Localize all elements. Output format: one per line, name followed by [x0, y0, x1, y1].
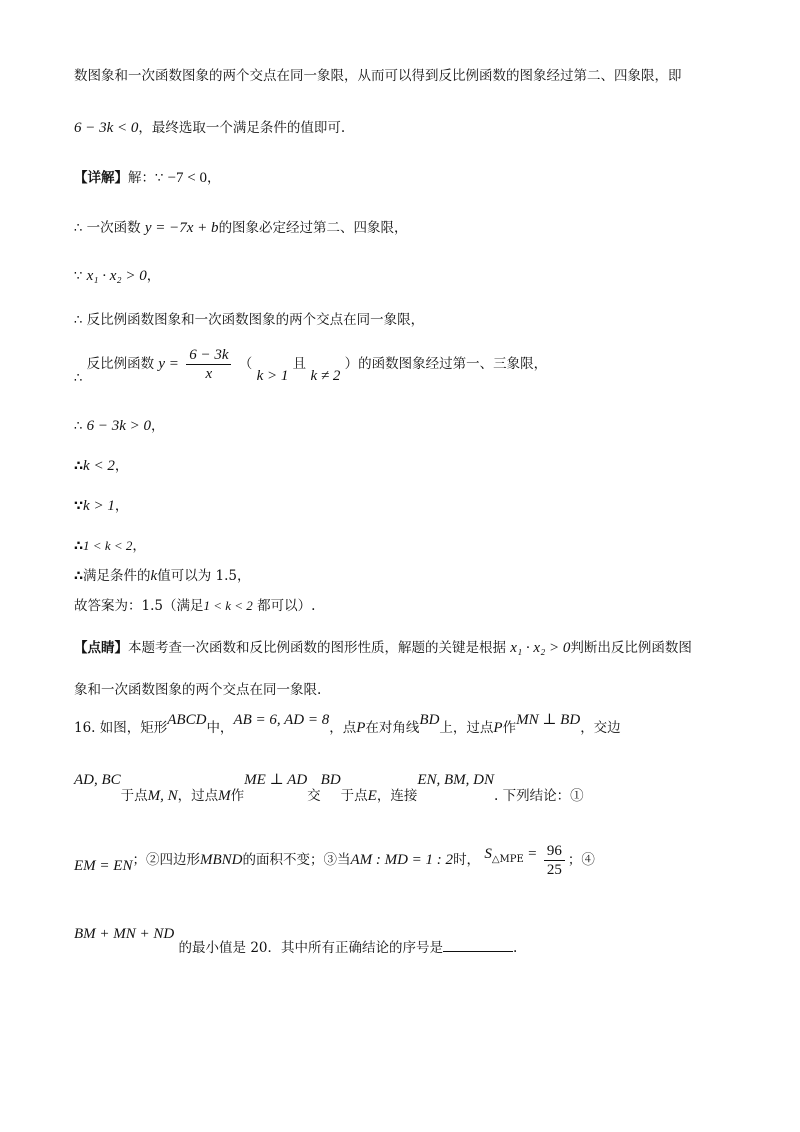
math-expression: AM : MD = 1 : 2	[350, 852, 454, 868]
text-line	[74, 64, 682, 84]
math-expression: k > 1	[83, 498, 115, 514]
math-expression: MN ⊥ BD	[516, 712, 581, 728]
question-text: 中，	[206, 720, 234, 736]
math-expression: EN, BM, DN	[417, 772, 495, 788]
math-expression: k < 2	[83, 458, 115, 474]
paragraph-text: 且	[292, 356, 307, 372]
paragraph-text: 数图象和一次函数图象的两个交点在同一象限，从而可以得到反比例函数的图象经过第二、四象限，即	[74, 68, 682, 84]
question-line	[74, 842, 595, 879]
question-text: .	[513, 940, 518, 956]
therefore-symbol: ∴	[74, 539, 84, 554]
paragraph-text: 都可以）.	[257, 598, 316, 614]
paragraph-text: 反比例函数	[86, 356, 155, 372]
math-expression: EM = EN	[74, 858, 133, 874]
question-text: 作	[230, 788, 245, 804]
because-symbol: ∵	[74, 269, 83, 284]
because-symbol: ∵	[74, 499, 84, 514]
fraction	[544, 842, 565, 879]
fraction-denominator: x	[205, 366, 213, 382]
fraction-denominator: 25	[546, 862, 562, 878]
question-text: 于点	[120, 788, 148, 804]
math-variable: k	[150, 568, 158, 584]
math-variable: S	[484, 846, 492, 862]
paragraph-text: 象和一次函数图象的两个交点在同一象限.	[74, 682, 322, 698]
therefore-symbol: ∴	[74, 419, 83, 434]
question-line	[74, 770, 584, 805]
therefore-symbol: ∴	[74, 371, 83, 386]
question-text: 交	[307, 788, 321, 804]
punctuation: （	[238, 356, 253, 372]
fraction-numerator: 6 − 3k	[186, 346, 231, 365]
paragraph-text: ）的函数图象经过第一、三象限，	[344, 356, 548, 372]
question-text: ，连接	[376, 788, 418, 804]
math-expression: 6 − 3k > 0	[86, 418, 151, 434]
paragraph-text: 一次函数	[86, 220, 141, 236]
therefore-symbol: ∴	[74, 313, 83, 328]
punctuation: ，	[114, 498, 129, 514]
question-line	[74, 710, 621, 737]
punctuation: ，	[114, 458, 129, 474]
question-text: 16. 如图，矩形	[74, 720, 168, 736]
section-label: 【点睛】	[74, 640, 128, 656]
text-line	[74, 594, 315, 614]
therefore-symbol: ∴	[74, 221, 83, 236]
math-expression: y = −7x + b	[144, 220, 219, 236]
math-expression: ME ⊥ AD	[244, 772, 308, 788]
question-text: 作	[502, 720, 517, 736]
math-expression: x₁ · x₂ > 0	[86, 268, 147, 284]
math-expression: x₁ · x₂ > 0	[510, 640, 571, 656]
question-text: 的最小值是 20．其中所有正确结论的序号是	[178, 940, 444, 956]
text-line	[74, 414, 164, 435]
text-line	[74, 308, 424, 328]
math-expression: ABCD	[167, 712, 207, 728]
question-text: 的面积不变；③当	[242, 852, 351, 868]
math-expression: MBND	[199, 852, 243, 868]
punctuation: ，	[150, 418, 165, 434]
math-expression: BD	[419, 712, 440, 728]
punctuation: ，	[132, 538, 146, 554]
math-expression: y =	[158, 356, 179, 372]
text-line	[74, 166, 221, 187]
therefore-symbol: ∴	[74, 569, 84, 584]
math-variable: E	[367, 788, 377, 804]
question-text: ，交边	[580, 720, 621, 736]
because-symbol: ∵	[155, 171, 164, 186]
math-subscript: △MPE	[491, 854, 524, 865]
paragraph-text: 的图象必定经过第二、四象限，	[218, 220, 408, 236]
math-operator: =	[528, 846, 537, 862]
question-text: . 下列结论：①	[494, 788, 584, 804]
paragraph-text: 解：	[128, 170, 155, 186]
math-expression: AD, BC	[74, 772, 121, 788]
question-line	[74, 926, 517, 956]
text-line	[74, 494, 128, 515]
math-expression: −7 < 0	[167, 170, 207, 186]
punctuation: ，	[207, 170, 221, 186]
text-line	[74, 534, 146, 554]
punctuation: ，	[146, 268, 161, 284]
math-variable: P	[493, 720, 503, 736]
text-line	[74, 216, 408, 237]
section-label: 【详解】	[74, 170, 128, 186]
text-line	[74, 564, 250, 585]
math-variable: P	[356, 720, 366, 736]
text-line	[74, 678, 321, 698]
question-text: 于点	[340, 788, 368, 804]
paragraph-text: 本题考查一次函数和反比例函数的图形性质，解题的关键是根据	[128, 640, 506, 656]
question-text: ；②四边形	[132, 852, 200, 868]
math-expression: k > 1	[256, 368, 289, 384]
math-expression: BD	[320, 772, 341, 788]
question-text: 在对角线	[365, 720, 420, 736]
question-text: 上，过点	[439, 720, 494, 736]
paragraph-text: 判断出反比例函数图	[570, 640, 692, 656]
math-variable: M	[218, 788, 231, 804]
paragraph-text: ，最终选取一个满足条件的值即可.	[138, 120, 346, 136]
therefore-symbol: ∴	[74, 459, 84, 474]
question-text: ，过点	[177, 788, 219, 804]
text-line	[74, 264, 160, 285]
question-text: ；④	[567, 852, 595, 868]
text-line	[74, 116, 345, 137]
math-expression: 1 < k < 2	[203, 598, 253, 613]
math-expression: BM + MN + ND	[74, 926, 175, 942]
math-expression: 6 − 3k < 0	[74, 120, 139, 136]
text-line	[74, 454, 128, 475]
fraction-numerator: 96	[544, 842, 565, 861]
paragraph-text: 满足条件的	[83, 568, 151, 584]
question-text: ，点	[329, 720, 357, 736]
text-line	[74, 346, 547, 386]
paragraph-text: 值可以为 1.5，	[157, 568, 251, 584]
paragraph-text: 反比例函数图象和一次函数图象的两个交点在同一象限，	[86, 312, 425, 328]
question-text: 时，	[453, 852, 481, 868]
text-line	[74, 636, 692, 657]
paragraph-text: 故答案为：1.5（满足	[74, 598, 204, 614]
answer-blank[interactable]	[443, 939, 513, 952]
math-expression: k ≠ 2	[310, 368, 341, 384]
math-expression: AB = 6, AD = 8	[233, 712, 330, 728]
math-expression: 1 < k < 2	[83, 538, 133, 553]
fraction	[186, 346, 231, 383]
math-expression: M, N	[147, 788, 178, 804]
